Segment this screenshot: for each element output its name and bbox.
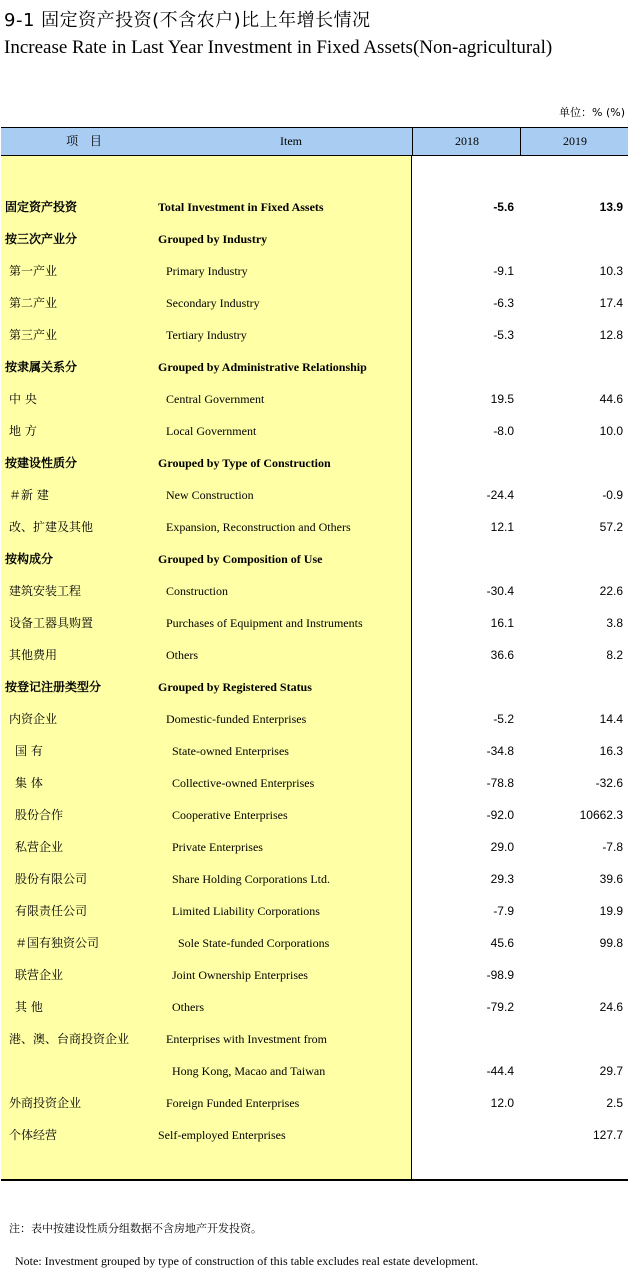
row-label-chinese: 其他费用 bbox=[9, 648, 58, 662]
value-2019: 99.8 bbox=[599, 936, 623, 950]
row-label-english: Local Government bbox=[166, 424, 257, 438]
header-year-2018: 2018 bbox=[412, 128, 521, 155]
value-2019: 10.0 bbox=[599, 424, 623, 438]
value-2018: 16.1 bbox=[490, 616, 514, 630]
table-row bbox=[0, 871, 629, 903]
row-label-chinese: 按构成分 bbox=[5, 552, 54, 566]
table-row bbox=[0, 263, 629, 295]
table-row bbox=[0, 423, 629, 455]
table-row bbox=[0, 999, 629, 1031]
value-2018: 36.6 bbox=[490, 648, 514, 662]
row-label-english: Tertiary Industry bbox=[166, 328, 247, 342]
row-label-english: Central Government bbox=[166, 392, 265, 406]
row-label-english: Construction bbox=[166, 584, 228, 598]
row-label-english: Sole State-funded Corporations bbox=[178, 936, 330, 950]
row-label-english: Others bbox=[172, 1000, 204, 1014]
header-item-chinese: 项 目 bbox=[66, 134, 106, 148]
row-label-english: Cooperative Enterprises bbox=[172, 808, 288, 822]
row-label-english: Hong Kong, Macao and Taiwan bbox=[172, 1064, 326, 1078]
value-2019: 127.7 bbox=[592, 1128, 623, 1142]
table-row bbox=[0, 1095, 629, 1127]
table-row bbox=[0, 967, 629, 999]
row-label-english: Self-employed Enterprises bbox=[158, 1128, 286, 1142]
row-label-english: Limited Liability Corporations bbox=[172, 904, 320, 918]
value-2018: -8.0 bbox=[493, 424, 514, 438]
value-2018: -44.4 bbox=[486, 1064, 514, 1078]
row-label-english: New Construction bbox=[166, 488, 254, 502]
table-row bbox=[0, 327, 629, 359]
row-label-chinese: 第一产业 bbox=[9, 264, 58, 278]
table-header bbox=[1, 127, 628, 156]
value-2019: 19.9 bbox=[599, 904, 623, 918]
value-2018: 29.3 bbox=[490, 872, 514, 886]
row-label-chinese: 有限责任公司 bbox=[15, 904, 88, 918]
table-row bbox=[0, 519, 629, 551]
value-2018: -34.8 bbox=[486, 744, 514, 758]
title-chinese: 9-1 固定资产投资(不含农户)比上年增长情况 bbox=[4, 10, 371, 31]
value-2018: -7.9 bbox=[493, 904, 514, 918]
value-2019: -7.8 bbox=[602, 840, 623, 854]
table-row bbox=[0, 487, 629, 519]
table-row bbox=[0, 615, 629, 647]
value-2018: 19.5 bbox=[490, 392, 514, 406]
table-row bbox=[0, 807, 629, 839]
value-2018: 12.1 bbox=[490, 520, 514, 534]
row-label-chinese: 国 有 bbox=[15, 744, 43, 758]
row-label-chinese: 内资企业 bbox=[9, 712, 58, 726]
row-label-english: Total Investment in Fixed Assets bbox=[158, 200, 324, 214]
row-label-chinese: 外商投资企业 bbox=[9, 1096, 82, 1110]
row-label-chinese: ＃新 建 bbox=[9, 488, 49, 502]
row-label-english: Grouped by Industry bbox=[158, 232, 268, 246]
value-2019: 10662.3 bbox=[579, 808, 623, 822]
row-label-chinese: 固定资产投资 bbox=[5, 200, 78, 214]
value-2018: -24.4 bbox=[486, 488, 514, 502]
table-row bbox=[0, 839, 629, 871]
value-2019: 14.4 bbox=[599, 712, 623, 726]
value-2019: -32.6 bbox=[595, 776, 623, 790]
row-label-chinese: 港、澳、台商投资企业 bbox=[9, 1032, 130, 1046]
value-2019: 12.8 bbox=[599, 328, 623, 342]
table-row bbox=[0, 551, 629, 583]
note-chinese: 注：表中按建设性质分组数据不含房地产开发投资。 bbox=[9, 1222, 262, 1235]
row-label-english: Collective-owned Enterprises bbox=[172, 776, 315, 790]
value-2019: 10.3 bbox=[599, 264, 623, 278]
unit-label: 单位：% (%) bbox=[559, 106, 625, 119]
value-2018: -30.4 bbox=[486, 584, 514, 598]
row-label-chinese: 股份合作 bbox=[15, 808, 64, 822]
row-label-english: State-owned Enterprises bbox=[172, 744, 289, 758]
table-row bbox=[0, 775, 629, 807]
table-row bbox=[0, 935, 629, 967]
row-label-chinese: 私营企业 bbox=[15, 840, 64, 854]
row-label-english: Grouped by Composition of Use bbox=[158, 552, 323, 566]
row-label-chinese: 集 体 bbox=[15, 776, 43, 790]
table-row bbox=[0, 455, 629, 487]
table-row bbox=[0, 199, 629, 231]
table-row bbox=[0, 583, 629, 615]
value-2018: -5.2 bbox=[493, 712, 514, 726]
value-2019: 57.2 bbox=[599, 520, 623, 534]
value-2019: 2.5 bbox=[606, 1096, 623, 1110]
value-2019: 44.6 bbox=[599, 392, 623, 406]
table-row bbox=[0, 359, 629, 391]
table-row bbox=[0, 231, 629, 263]
row-label-chinese: 第三产业 bbox=[9, 328, 58, 342]
value-2019: 39.6 bbox=[599, 872, 623, 886]
row-label-english: Domestic-funded Enterprises bbox=[166, 712, 307, 726]
row-label-english: Grouped by Type of Construction bbox=[158, 456, 331, 470]
row-label-chinese: 按登记注册类型分 bbox=[5, 680, 102, 694]
row-label-chinese: ＃国有独资公司 bbox=[15, 936, 100, 950]
row-label-chinese: 个体经营 bbox=[9, 1128, 58, 1142]
table-row bbox=[0, 711, 629, 743]
row-label-chinese: 其 他 bbox=[15, 1000, 43, 1014]
row-label-chinese: 建筑安装工程 bbox=[9, 584, 82, 598]
row-label-chinese: 改、扩建及其他 bbox=[9, 520, 94, 534]
title-english: Increase Rate in Last Year Investment in Fixed Assets(Non-agricultural) bbox=[4, 37, 553, 58]
value-2018: 45.6 bbox=[490, 936, 514, 950]
row-label-chinese: 按隶属关系分 bbox=[5, 360, 78, 374]
row-label-chinese: 联营企业 bbox=[15, 968, 64, 982]
value-2018: -9.1 bbox=[493, 264, 514, 278]
header-year-2019: 2019 bbox=[520, 128, 629, 155]
value-2019: 22.6 bbox=[599, 584, 623, 598]
value-2019: 29.7 bbox=[599, 1064, 623, 1078]
row-label-chinese: 按建设性质分 bbox=[5, 456, 78, 470]
row-label-chinese: 中 央 bbox=[9, 392, 37, 406]
value-2018: -5.3 bbox=[493, 328, 514, 342]
table-row bbox=[0, 743, 629, 775]
value-2018: -92.0 bbox=[486, 808, 514, 822]
row-label-english: Grouped by Administrative Relationship bbox=[158, 360, 367, 374]
value-2018: -79.2 bbox=[486, 1000, 514, 1014]
value-2018: 29.0 bbox=[490, 840, 514, 854]
row-label-english: Enterprises with Investment from bbox=[166, 1032, 327, 1046]
value-2019: -0.9 bbox=[602, 488, 623, 502]
value-2018: -5.6 bbox=[493, 200, 514, 214]
row-label-chinese: 股份有限公司 bbox=[15, 872, 88, 886]
value-2019: 3.8 bbox=[606, 616, 623, 630]
table-bottom-rule bbox=[1, 1179, 628, 1181]
row-label-english: Grouped by Registered Status bbox=[158, 680, 312, 694]
value-2018: -78.8 bbox=[486, 776, 514, 790]
note-english: Note: Investment grouped by type of construction of this table excludes real estate development. bbox=[15, 1254, 479, 1268]
table-row bbox=[0, 1063, 629, 1095]
table-row bbox=[0, 391, 629, 423]
table-row bbox=[0, 1127, 629, 1159]
row-label-english: Joint Ownership Enterprises bbox=[172, 968, 308, 982]
row-label-english: Primary Industry bbox=[166, 264, 248, 278]
row-label-english: Others bbox=[166, 648, 198, 662]
row-label-chinese: 地 方 bbox=[9, 424, 37, 438]
table-row bbox=[0, 679, 629, 711]
value-2018: -98.9 bbox=[486, 968, 514, 982]
table-row bbox=[0, 1031, 629, 1063]
row-label-english: Private Enterprises bbox=[172, 840, 263, 854]
value-2018: 12.0 bbox=[490, 1096, 514, 1110]
row-label-english: Expansion, Reconstruction and Others bbox=[166, 520, 351, 534]
value-2019: 8.2 bbox=[606, 648, 623, 662]
value-2019: 24.6 bbox=[599, 1000, 623, 1014]
row-label-english: Purchases of Equipment and Instruments bbox=[166, 616, 363, 630]
value-2019: 13.9 bbox=[599, 200, 623, 214]
table-row bbox=[0, 903, 629, 935]
row-label-english: Secondary Industry bbox=[166, 296, 260, 310]
value-2019: 17.4 bbox=[599, 296, 623, 310]
value-2019: 16.3 bbox=[599, 744, 623, 758]
row-label-chinese: 第二产业 bbox=[9, 296, 58, 310]
row-label-chinese: 设备工器具购置 bbox=[9, 616, 94, 630]
row-label-english: Share Holding Corporations Ltd. bbox=[172, 872, 330, 886]
header-item-english: Item bbox=[280, 134, 302, 148]
value-2018: -6.3 bbox=[493, 296, 514, 310]
table-row bbox=[0, 295, 629, 327]
row-label-chinese: 按三次产业分 bbox=[5, 232, 78, 246]
table-row bbox=[0, 647, 629, 679]
row-label-english: Foreign Funded Enterprises bbox=[166, 1096, 300, 1110]
